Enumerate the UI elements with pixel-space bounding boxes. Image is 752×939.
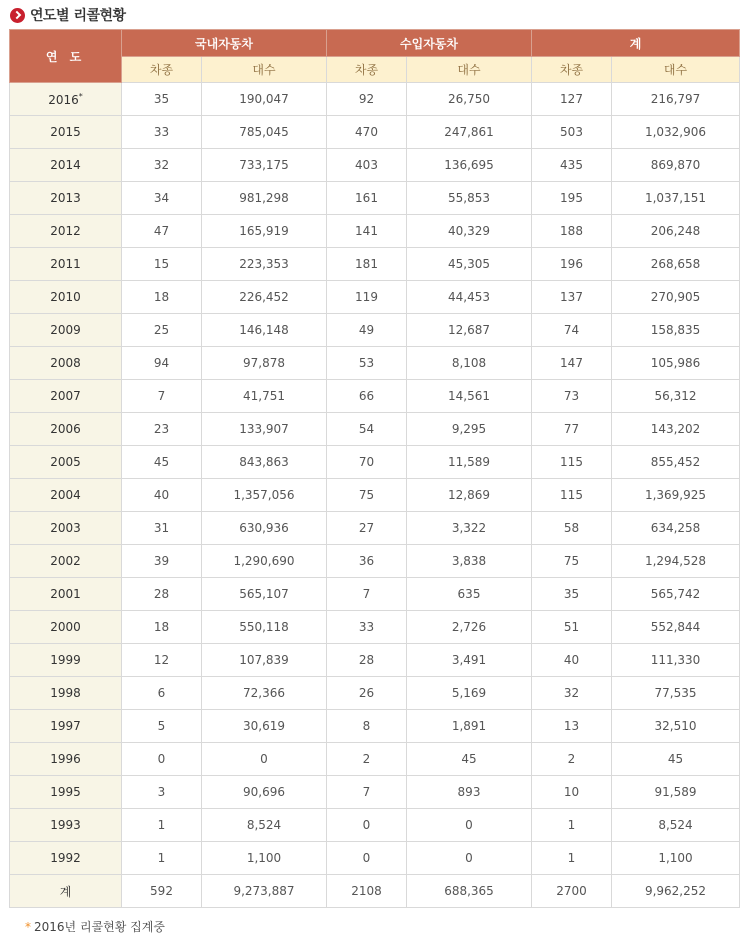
sub-header: 차종 xyxy=(122,57,202,83)
value-cell: 45,305 xyxy=(407,248,532,281)
value-cell: 196 xyxy=(532,248,612,281)
year-label: 2016 xyxy=(48,92,79,107)
value-cell: 51 xyxy=(532,611,612,644)
value-cell: 97,878 xyxy=(202,347,327,380)
value-cell: 843,863 xyxy=(202,446,327,479)
value-cell: 127 xyxy=(532,83,612,116)
value-cell: 70 xyxy=(327,446,407,479)
table-row xyxy=(10,743,740,776)
year-cell xyxy=(10,281,122,314)
value-cell: 8 xyxy=(327,710,407,743)
year-cell xyxy=(10,413,122,446)
value-cell: 146,148 xyxy=(202,314,327,347)
value-cell: 45 xyxy=(612,743,740,776)
year-label: 1992 xyxy=(50,851,81,865)
value-cell: 592 xyxy=(122,875,202,908)
value-cell: 181 xyxy=(327,248,407,281)
value-cell: 2 xyxy=(327,743,407,776)
year-cell xyxy=(10,215,122,248)
value-cell: 44,453 xyxy=(407,281,532,314)
value-cell: 733,175 xyxy=(202,149,327,182)
year-cell xyxy=(10,446,122,479)
value-cell: 869,870 xyxy=(612,149,740,182)
value-cell: 7 xyxy=(327,578,407,611)
value-cell: 115 xyxy=(532,446,612,479)
value-cell: 1,357,056 xyxy=(202,479,327,512)
value-cell: 107,839 xyxy=(202,644,327,677)
value-cell: 35 xyxy=(122,83,202,116)
year-label: 2015 xyxy=(50,125,81,139)
year-label: 2012 xyxy=(50,224,81,238)
value-cell: 0 xyxy=(407,842,532,875)
section-title-bar xyxy=(10,4,126,26)
value-cell: 47 xyxy=(122,215,202,248)
value-cell: 105,986 xyxy=(612,347,740,380)
value-cell: 141 xyxy=(327,215,407,248)
value-cell: 33 xyxy=(327,611,407,644)
group-header-imported: 수입자동차 xyxy=(327,30,532,57)
value-cell: 1,100 xyxy=(612,842,740,875)
value-cell: 2108 xyxy=(327,875,407,908)
sub-header: 차종 xyxy=(532,57,612,83)
year-cell xyxy=(10,743,122,776)
year-cell xyxy=(10,116,122,149)
table-row xyxy=(10,413,740,446)
value-cell: 27 xyxy=(327,512,407,545)
value-cell: 133,907 xyxy=(202,413,327,446)
value-cell: 66 xyxy=(327,380,407,413)
year-cell xyxy=(10,578,122,611)
value-cell: 0 xyxy=(202,743,327,776)
value-cell: 3,322 xyxy=(407,512,532,545)
value-cell: 18 xyxy=(122,281,202,314)
value-cell: 634,258 xyxy=(612,512,740,545)
year-header: 연 도 xyxy=(10,30,122,83)
footnote-marker: * xyxy=(78,91,83,101)
table-row xyxy=(10,644,740,677)
recall-table xyxy=(9,29,740,908)
value-cell: 31 xyxy=(122,512,202,545)
value-cell: 32,510 xyxy=(612,710,740,743)
table-row xyxy=(10,875,740,908)
table-row xyxy=(10,182,740,215)
year-label: 2008 xyxy=(50,356,81,370)
sub-header: 대수 xyxy=(202,57,327,83)
table-row xyxy=(10,446,740,479)
value-cell: 550,118 xyxy=(202,611,327,644)
year-label: 2011 xyxy=(50,257,81,271)
value-cell: 92 xyxy=(327,83,407,116)
year-cell xyxy=(10,479,122,512)
value-cell: 8,108 xyxy=(407,347,532,380)
value-cell: 40 xyxy=(532,644,612,677)
year-label: 2007 xyxy=(50,389,81,403)
value-cell: 2,726 xyxy=(407,611,532,644)
year-label: 2001 xyxy=(50,587,81,601)
year-label: 1996 xyxy=(50,752,81,766)
table-row xyxy=(10,149,740,182)
value-cell: 0 xyxy=(327,809,407,842)
year-cell xyxy=(10,677,122,710)
table-row xyxy=(10,83,740,116)
value-cell: 115 xyxy=(532,479,612,512)
value-cell: 49 xyxy=(327,314,407,347)
value-cell: 981,298 xyxy=(202,182,327,215)
table-row xyxy=(10,479,740,512)
value-cell: 11,589 xyxy=(407,446,532,479)
table-row xyxy=(10,809,740,842)
table-row xyxy=(10,776,740,809)
year-cell xyxy=(10,842,122,875)
year-label: 2000 xyxy=(50,620,81,634)
year-cell xyxy=(10,182,122,215)
value-cell: 75 xyxy=(532,545,612,578)
value-cell: 247,861 xyxy=(407,116,532,149)
year-cell xyxy=(10,809,122,842)
footnote xyxy=(25,918,165,935)
value-cell: 32 xyxy=(532,677,612,710)
value-cell: 630,936 xyxy=(202,512,327,545)
value-cell: 403 xyxy=(327,149,407,182)
year-label: 2014 xyxy=(50,158,81,172)
table-row xyxy=(10,347,740,380)
year-cell xyxy=(10,512,122,545)
value-cell: 8,524 xyxy=(612,809,740,842)
table-row xyxy=(10,281,740,314)
value-cell: 6 xyxy=(122,677,202,710)
table-row xyxy=(10,215,740,248)
value-cell: 1,037,151 xyxy=(612,182,740,215)
value-cell: 226,452 xyxy=(202,281,327,314)
year-cell xyxy=(10,611,122,644)
value-cell: 435 xyxy=(532,149,612,182)
table-row xyxy=(10,578,740,611)
year-cell xyxy=(10,248,122,281)
value-cell: 143,202 xyxy=(612,413,740,446)
value-cell: 161 xyxy=(327,182,407,215)
footnote-text: 2016년 리콜현황 집계중 xyxy=(34,920,165,934)
value-cell: 58 xyxy=(532,512,612,545)
value-cell: 565,107 xyxy=(202,578,327,611)
value-cell: 8,524 xyxy=(202,809,327,842)
sub-header: 대수 xyxy=(407,57,532,83)
value-cell: 18 xyxy=(122,611,202,644)
year-cell xyxy=(10,149,122,182)
value-cell: 94 xyxy=(122,347,202,380)
year-label: 2004 xyxy=(50,488,81,502)
value-cell: 635 xyxy=(407,578,532,611)
value-cell: 216,797 xyxy=(612,83,740,116)
value-cell: 30,619 xyxy=(202,710,327,743)
value-cell: 41,751 xyxy=(202,380,327,413)
year-label: 2010 xyxy=(50,290,81,304)
table-body xyxy=(10,83,740,908)
table-row xyxy=(10,545,740,578)
value-cell: 54 xyxy=(327,413,407,446)
value-cell: 688,365 xyxy=(407,875,532,908)
value-cell: 268,658 xyxy=(612,248,740,281)
value-cell: 77,535 xyxy=(612,677,740,710)
value-cell: 23 xyxy=(122,413,202,446)
value-cell: 1,891 xyxy=(407,710,532,743)
value-cell: 73 xyxy=(532,380,612,413)
year-label: 2006 xyxy=(50,422,81,436)
value-cell: 14,561 xyxy=(407,380,532,413)
value-cell: 35 xyxy=(532,578,612,611)
value-cell: 165,919 xyxy=(202,215,327,248)
value-cell: 0 xyxy=(327,842,407,875)
year-label: 계 xyxy=(59,884,72,899)
value-cell: 3 xyxy=(122,776,202,809)
value-cell: 28 xyxy=(327,644,407,677)
value-cell: 13 xyxy=(532,710,612,743)
value-cell: 188 xyxy=(532,215,612,248)
value-cell: 137 xyxy=(532,281,612,314)
year-label: 2013 xyxy=(50,191,81,205)
value-cell: 45 xyxy=(407,743,532,776)
value-cell: 91,589 xyxy=(612,776,740,809)
value-cell: 158,835 xyxy=(612,314,740,347)
value-cell: 1 xyxy=(532,842,612,875)
value-cell: 15 xyxy=(122,248,202,281)
value-cell: 3,838 xyxy=(407,545,532,578)
value-cell: 53 xyxy=(327,347,407,380)
value-cell: 33 xyxy=(122,116,202,149)
value-cell: 26,750 xyxy=(407,83,532,116)
year-label: 2002 xyxy=(50,554,81,568)
value-cell: 9,962,252 xyxy=(612,875,740,908)
value-cell: 7 xyxy=(122,380,202,413)
value-cell: 893 xyxy=(407,776,532,809)
year-cell xyxy=(10,710,122,743)
value-cell: 7 xyxy=(327,776,407,809)
year-label: 1997 xyxy=(50,719,81,733)
value-cell: 25 xyxy=(122,314,202,347)
value-cell: 28 xyxy=(122,578,202,611)
value-cell: 12 xyxy=(122,644,202,677)
value-cell: 1,369,925 xyxy=(612,479,740,512)
value-cell: 2700 xyxy=(532,875,612,908)
value-cell: 136,695 xyxy=(407,149,532,182)
value-cell: 552,844 xyxy=(612,611,740,644)
year-cell xyxy=(10,83,122,116)
year-cell xyxy=(10,545,122,578)
value-cell: 206,248 xyxy=(612,215,740,248)
value-cell: 5,169 xyxy=(407,677,532,710)
value-cell: 1,032,906 xyxy=(612,116,740,149)
footnote-mark: * xyxy=(25,920,31,934)
year-label: 1995 xyxy=(50,785,81,799)
value-cell: 1,294,528 xyxy=(612,545,740,578)
value-cell: 147 xyxy=(532,347,612,380)
value-cell: 0 xyxy=(122,743,202,776)
value-cell: 1 xyxy=(122,809,202,842)
value-cell: 5 xyxy=(122,710,202,743)
value-cell: 32 xyxy=(122,149,202,182)
value-cell: 503 xyxy=(532,116,612,149)
value-cell: 470 xyxy=(327,116,407,149)
year-label: 2009 xyxy=(50,323,81,337)
value-cell: 45 xyxy=(122,446,202,479)
value-cell: 90,696 xyxy=(202,776,327,809)
value-cell: 1,100 xyxy=(202,842,327,875)
value-cell: 2 xyxy=(532,743,612,776)
group-header-total: 계 xyxy=(532,30,740,57)
table-row xyxy=(10,512,740,545)
table-row xyxy=(10,314,740,347)
table-row xyxy=(10,380,740,413)
section-title: 연도별 리콜현황 xyxy=(30,8,126,24)
value-cell: 9,295 xyxy=(407,413,532,446)
year-label: 1999 xyxy=(50,653,81,667)
value-cell: 3,491 xyxy=(407,644,532,677)
value-cell: 34 xyxy=(122,182,202,215)
year-cell xyxy=(10,314,122,347)
year-label: 1998 xyxy=(50,686,81,700)
value-cell: 190,047 xyxy=(202,83,327,116)
value-cell: 565,742 xyxy=(612,578,740,611)
table-row xyxy=(10,248,740,281)
value-cell: 223,353 xyxy=(202,248,327,281)
value-cell: 119 xyxy=(327,281,407,314)
year-label: 2005 xyxy=(50,455,81,469)
year-cell xyxy=(10,644,122,677)
value-cell: 10 xyxy=(532,776,612,809)
table-row xyxy=(10,611,740,644)
value-cell: 36 xyxy=(327,545,407,578)
value-cell: 785,045 xyxy=(202,116,327,149)
value-cell: 1 xyxy=(532,809,612,842)
value-cell: 40 xyxy=(122,479,202,512)
table-row xyxy=(10,677,740,710)
value-cell: 75 xyxy=(327,479,407,512)
year-cell xyxy=(10,776,122,809)
group-header-domestic: 국내자동차 xyxy=(122,30,327,57)
sub-header: 대수 xyxy=(612,57,740,83)
value-cell: 855,452 xyxy=(612,446,740,479)
value-cell: 72,366 xyxy=(202,677,327,710)
table-row xyxy=(10,116,740,149)
year-cell xyxy=(10,875,122,908)
year-cell xyxy=(10,347,122,380)
value-cell: 56,312 xyxy=(612,380,740,413)
value-cell: 9,273,887 xyxy=(202,875,327,908)
value-cell: 0 xyxy=(407,809,532,842)
value-cell: 1 xyxy=(122,842,202,875)
table-row xyxy=(10,710,740,743)
value-cell: 12,687 xyxy=(407,314,532,347)
value-cell: 77 xyxy=(532,413,612,446)
value-cell: 39 xyxy=(122,545,202,578)
year-label: 2003 xyxy=(50,521,81,535)
value-cell: 74 xyxy=(532,314,612,347)
chevron-right-circle-icon xyxy=(10,8,25,23)
value-cell: 195 xyxy=(532,182,612,215)
year-cell xyxy=(10,380,122,413)
value-cell: 55,853 xyxy=(407,182,532,215)
table-row xyxy=(10,842,740,875)
value-cell: 12,869 xyxy=(407,479,532,512)
value-cell: 26 xyxy=(327,677,407,710)
value-cell: 1,290,690 xyxy=(202,545,327,578)
value-cell: 270,905 xyxy=(612,281,740,314)
value-cell: 40,329 xyxy=(407,215,532,248)
year-label: 1993 xyxy=(50,818,81,832)
value-cell: 111,330 xyxy=(612,644,740,677)
sub-header: 차종 xyxy=(327,57,407,83)
